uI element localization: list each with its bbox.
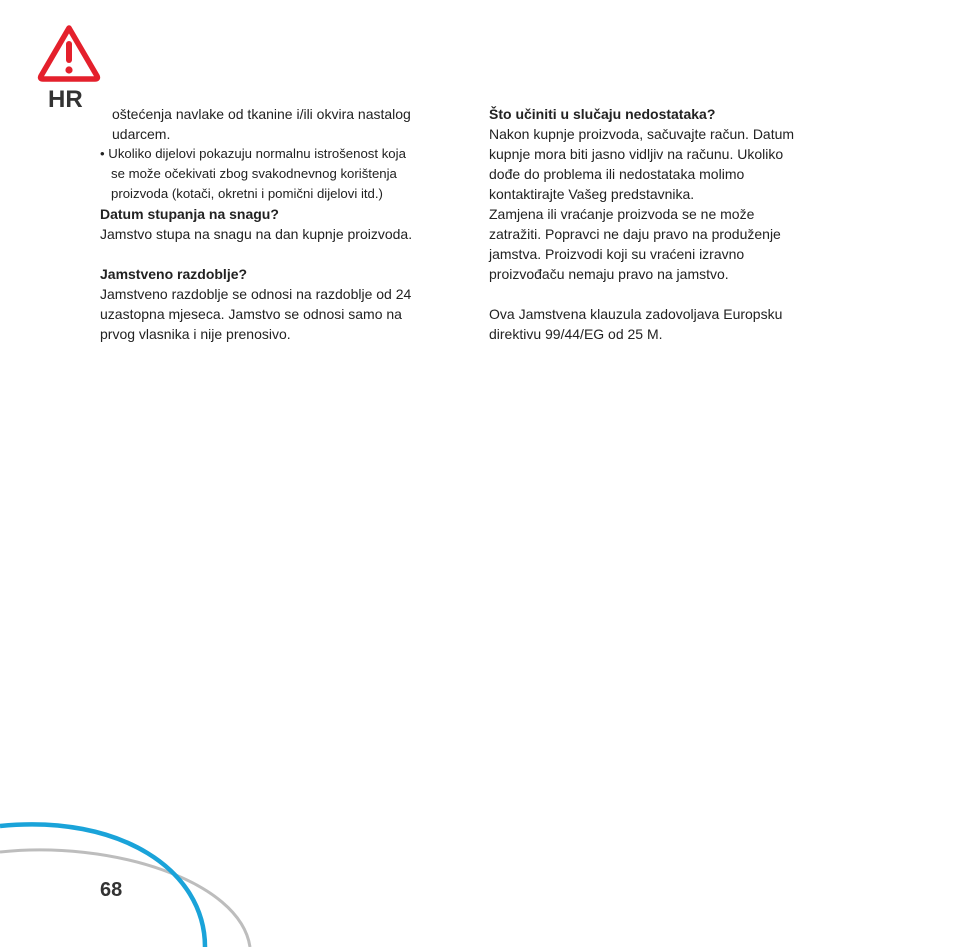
continuation-line: oštećenja navlake od tkanine i/ili okvira nastalog: [112, 106, 411, 122]
bullet-line: proizvoda (kotači, okretni i pomični dijelovi itd.): [111, 186, 383, 201]
section-text: jamstva. Proizvodi koji su vraćeni izravno: [489, 246, 745, 262]
section-text: prvog vlasnika i nije prenosivo.: [100, 326, 291, 342]
section-text: dođe do problema ili nedostataka molimo: [489, 166, 745, 182]
decorative-corner-arcs: [0, 800, 260, 947]
section-heading-warranty-period: Jamstveno razdoblje?: [100, 266, 248, 282]
language-code: HR: [48, 86, 83, 113]
page-number: 68: [100, 879, 123, 901]
closing-text: Ova Jamstvena klauzula zadovoljava Europsku: [489, 306, 783, 322]
section-text: Jamstvo stupa na snagu na dan kupnje proizvoda.: [100, 226, 413, 242]
bullet-item: [100, 144, 470, 204]
closing-text: direktivu 99/44/EG od 25 M.: [489, 326, 663, 342]
section-text: zatražiti. Popravci ne daju pravo na produženje: [489, 226, 781, 242]
section-text: uzastopna mjeseca. Jamstvo se odnosi samo na: [100, 306, 402, 322]
continuation-line: udarcem.: [112, 126, 171, 142]
bullet-line: Ukoliko dijelovi pokazuju normalnu istrošenost koja: [108, 146, 406, 161]
bullet-symbol: •: [100, 146, 105, 161]
section-text: proizvođaču nemaju pravo na jamstvo.: [489, 266, 729, 282]
warning-triangle-icon: [37, 24, 101, 82]
section-heading-effective-date: Datum stupanja na snagu?: [100, 206, 279, 222]
section-text: kontaktirajte Vašeg predstavnika.: [489, 186, 695, 202]
section-text: Nakon kupnje proizvoda, sačuvajte račun. Datum: [489, 126, 795, 142]
section-text: Zamjena ili vraćanje proizvoda se ne može: [489, 206, 755, 222]
section-text: Jamstveno razdoblje se odnosi na razdoblje od 24: [100, 286, 412, 302]
section-heading-defects: Što učiniti u slučaju nedostataka?: [489, 106, 716, 122]
left-column: [100, 104, 470, 344]
right-column: [489, 104, 849, 344]
section-text: kupnje mora biti jasno vidljiv na računu. Ukoliko: [489, 146, 784, 162]
bullet-line: se može očekivati zbog svakodnevnog korištenja: [111, 166, 397, 181]
